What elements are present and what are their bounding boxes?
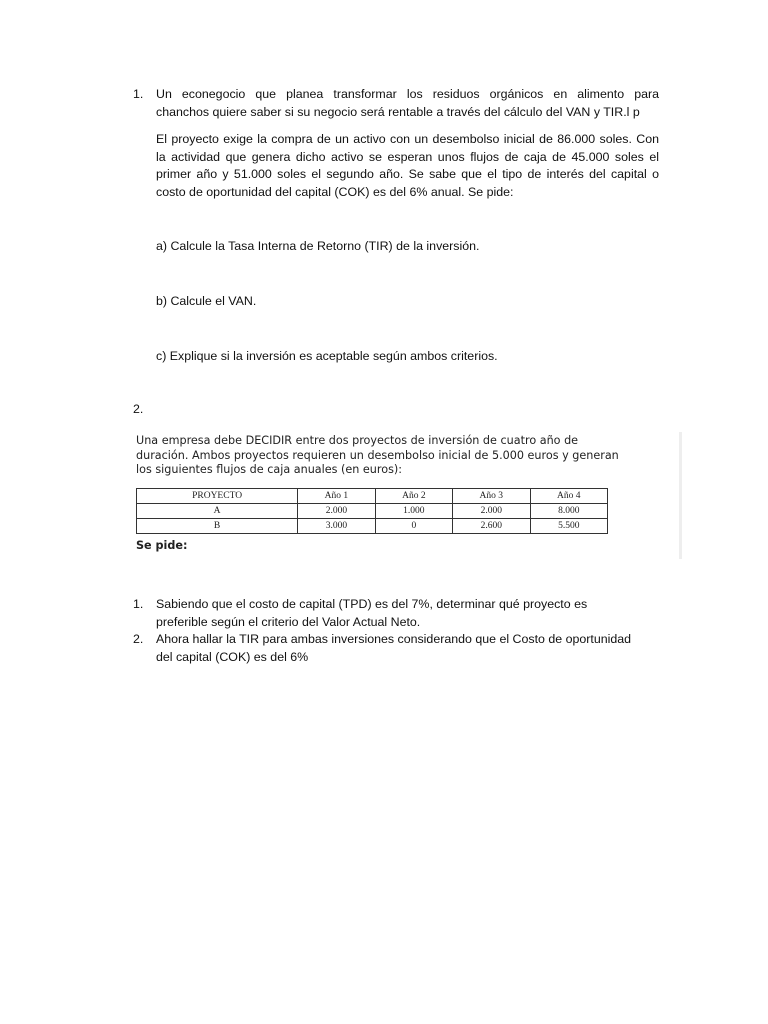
list-item: [133, 596, 659, 631]
table-cell: 3.000: [298, 519, 375, 534]
se-pide-label: Se pide:: [136, 539, 188, 552]
problem-2-scanned-image: [134, 432, 682, 559]
header-proyecto: PROYECTO: [137, 489, 298, 504]
table-row: [137, 519, 608, 534]
question-a: a) Calcule la Tasa Interna de Retorno (TIR) de la inversión.: [156, 239, 480, 253]
table-cell: 1.000: [375, 504, 452, 519]
header-ano-3: Año 3: [453, 489, 530, 504]
problem-1-paragraph: [156, 131, 659, 201]
statement-line-3: los siguientes flujos de caja anuales (en euros):: [136, 463, 403, 476]
list-item-line-2: preferible según el criterio del Valor Actual Neto.: [156, 614, 421, 629]
table-cell: B: [137, 519, 298, 534]
list-item: [133, 631, 659, 666]
question-c: c) Explique si la inversión es aceptable según ambos criterios.: [156, 349, 498, 363]
table-row: [137, 504, 608, 519]
question-b: b) Calcule el VAN.: [156, 294, 257, 308]
problem-1-para-line-4: costo de oportunidad del capital (COK) es del 6% anual. Se pide:: [156, 184, 514, 199]
problem-1-number: 1.: [133, 87, 144, 101]
cash-flow-table: [136, 488, 608, 534]
header-ano-2: Año 2: [375, 489, 452, 504]
problem-1-intro-line-2: chanchos quiere saber si su negocio será rentable a través del cálculo del VAN y TIR.l p: [156, 104, 640, 119]
header-ano-1: Año 1: [298, 489, 375, 504]
problem-2-statement: [136, 434, 646, 478]
table-cell: 0: [375, 519, 452, 534]
list-item-line-1: Sabiendo que el costo de capital (TPD) es del 7%, determinar qué proyecto es: [156, 597, 588, 611]
table-cell: 5.500: [530, 519, 607, 534]
table-header-row: [137, 489, 608, 504]
list-item-number: 2.: [133, 632, 144, 646]
problem-2-questions: [133, 596, 659, 666]
table-cell: 2.000: [298, 504, 375, 519]
statement-line-1: Una empresa debe DECIDIR entre dos proyectos de inversión de cuatro año de: [136, 434, 579, 447]
problem-1-para-line-1: El proyecto exige la compra de un activo con un desembolso inicial de 86.000 soles. Con: [156, 132, 659, 146]
table-cell: 2.000: [453, 504, 530, 519]
table-cell: 8.000: [530, 504, 607, 519]
problem-1-para-line-2: la actividad que genera dicho activo se esperan unos flujos de caja de 45.000 soles el: [156, 149, 659, 164]
problem-2-number: 2.: [133, 402, 144, 416]
list-item-line-1: Ahora hallar la TIR para ambas inversiones considerando que el Costo de oportunidad: [156, 632, 632, 646]
statement-line-2: duración. Ambos proyectos requieren un desembolso inicial de 5.000 euros y generan: [136, 448, 619, 462]
header-ano-4: Año 4: [530, 489, 607, 504]
problem-1-intro: [133, 86, 659, 121]
table-cell: 2.600: [453, 519, 530, 534]
list-item-number: 1.: [133, 597, 144, 611]
problem-1-para-line-3: primer año y 51.000 soles el segundo año. Se sabe que el tipo de interés del capital o: [156, 167, 659, 181]
problem-1-intro-line-1: Un econegocio que planea transformar los residuos orgánicos en alimento para: [156, 87, 659, 101]
table-cell: A: [137, 504, 298, 519]
list-item-line-2: del capital (COK) es del 6%: [156, 649, 309, 664]
